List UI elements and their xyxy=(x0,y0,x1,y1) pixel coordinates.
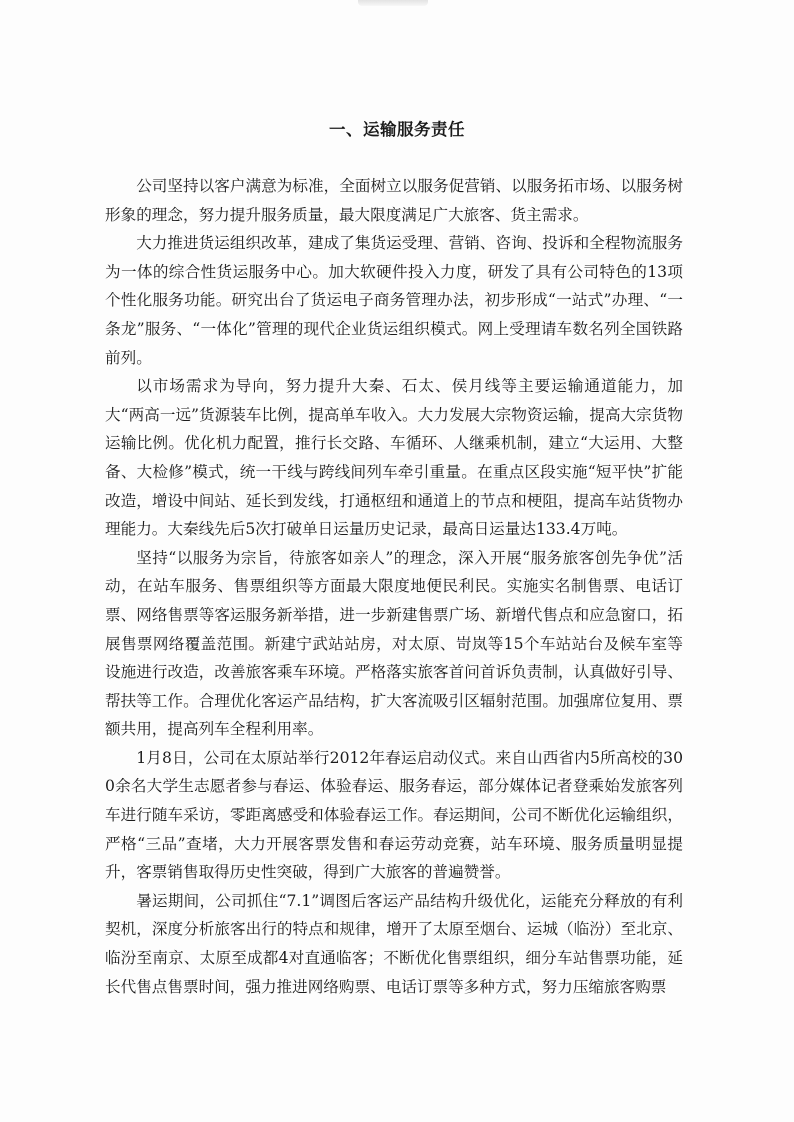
scan-binding-mark xyxy=(358,0,428,6)
section-title: 一、运输服务责任 xyxy=(329,120,465,139)
paragraph-spring-festival-transport: 1月8日，公司在太原站举行2012年春运启动仪式。来自山西省内5所高校的300余名大学生志愿者参与春运、体验春运、服务春运，部分媒体记者登乘始发旅客列车进行随车采访，零距离感受和体验春运工作。春运期间，公司不断优化运输组织，严格“三品”查堵，大力开展客票发售和春运劳动竞赛，站车环境、服务质量明显提升，客票销售取得历史性突破，得到广大旅客的普遍赞誉。 xyxy=(105,748,683,882)
paragraph-transport-capacity: 以市场需求为导向，努力提升大秦、石太、侯月线等主要运输通道能力，加大“两高一远”货源装车比例，提高单车收入。大力发展大宗物资运输，提高大宗货物运输比例。优化机力配置，推行长交路、车循环、人继乘机制，建立“大运用、大整备、大检修”模式，统一干线与跨线间列车牵引重量。在重点区段实施“短平快”扩能改造，增设中间站、延长到发线，打通枢纽和通道上的节点和梗阻，提高车站货物办理能力。大秦线先后5次打破单日运量历史记录，最高日运量达133.4万吨。 xyxy=(105,377,683,539)
document-body xyxy=(105,172,683,1001)
paragraph-summer-transport: 暑运期间，公司抓住“7.1”调图后客运产品结构升级优化，运能充分释放的有利契机，深度分析旅客出行的特点和规律，增开了太原至烟台、运城（临汾）至北京、临汾至南京、太原至成都4对直通临客；不断优化售票组织，细分车站售票功能，延长代售点售票时间，强力推进网络购票、电话订票等多种方式，努力压缩旅客购票 xyxy=(105,891,683,996)
paragraph-freight-reform: 大力推进货运组织改革，建成了集货运受理、营销、咨询、投诉和全程物流服务为一体的综合性货运服务中心。加大软硬件投入力度，研发了具有公司特色的13项个性化服务功能。研究出台了货运电子商务管理办法，初步形成“一站式”办理、“一条龙”服务、“一体化”管理的现代企业货运组织模式。网上受理请车数名列全国铁路前列。 xyxy=(105,234,683,367)
paragraph-service-philosophy: 公司坚持以客户满意为标准，全面树立以服务促营销、以服务拓市场、以服务树形象的理念，努力提升服务质量，最大限度满足广大旅客、货主需求。 xyxy=(105,177,683,224)
paragraph-passenger-service: 坚持“以服务为宗旨，待旅客如亲人”的理念，深入开展“服务旅客创先争优”活动，在站车服务、售票组织等方面最大限度地便民利民。实施实名制售票、电话订票、网络售票等客运服务新举措，进一步新建售票广场、新增代售点和应急窗口，拓展售票网络覆盖范围。新建宁武站站房，对太原、岢岚等15个车站站台及候车室等设施进行改造，改善旅客乘车环境。严格落实旅客首问首诉负责制，认真做好引导、帮扶等工作。合理优化客运产品结构，扩大客流吸引区辐射范围。加强席位复用、票额共用，提高列车全程利用率。 xyxy=(105,548,683,739)
